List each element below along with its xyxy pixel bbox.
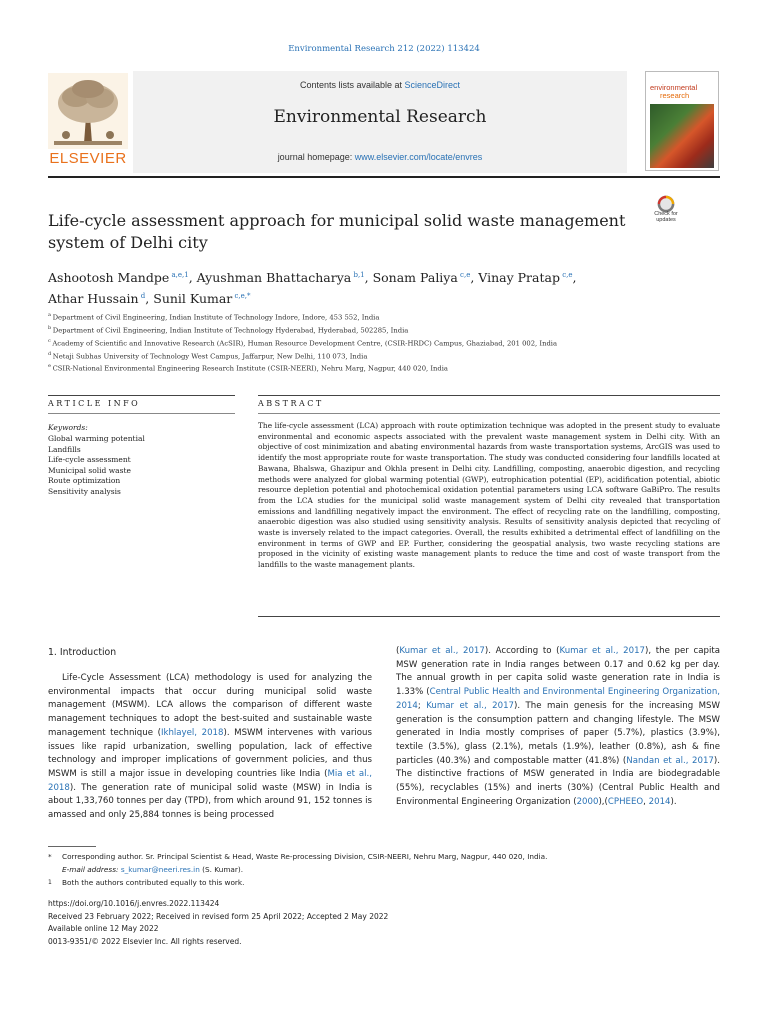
abstract-rule <box>258 395 720 396</box>
homepage-prefix: journal homepage: <box>277 152 355 162</box>
citation-link[interactable]: 2014 <box>648 796 671 807</box>
corresponding-author-note <box>48 851 728 864</box>
cover-title-line-1: environmental <box>650 83 698 92</box>
author-affiliation-mark[interactable]: c,e,* <box>232 292 251 301</box>
keyword-item: Municipal solid waste <box>48 465 131 475</box>
author-name[interactable]: Vinay Pratap <box>478 270 560 286</box>
body-text: , <box>643 796 649 807</box>
body-text: ). The main genesis for the increasing MSW generation is the consumption pattern and changing lifestyle. The MSW generated in India mostly comprises of paper (5.7%), plastics (3.9%), textile (3.5%), glass (2.1%), metals (1.9%), leather (0.8%), ash & fine particles (40.3%) and compostable matter (41.8%) ( <box>396 700 720 766</box>
author-affiliation-mark[interactable]: b,1 <box>351 271 365 279</box>
journal-title: Environmental Research <box>273 107 487 127</box>
journal-citation[interactable]: Environmental Research 212 (2022) 113424 <box>288 44 480 54</box>
introduction-right-column <box>396 645 720 809</box>
homepage-link[interactable]: www.elsevier.com/locate/envres <box>354 152 483 162</box>
doi-link[interactable]: https://doi.org/10.1016/j.envres.2022.113424 <box>48 899 220 908</box>
affiliation-text: Netaji Subhas University of Technology West Campus, Jaffarpur, New Delhi, 110 073, India <box>52 351 368 360</box>
equal-mark: 1 <box>48 879 52 886</box>
header-divider <box>48 176 720 178</box>
author-name[interactable]: Ashootosh Mandpe <box>48 270 170 286</box>
author-affiliation-mark[interactable]: c,e <box>559 271 573 279</box>
introduction-heading: 1. Introduction <box>48 647 117 658</box>
affiliation-item <box>48 361 728 374</box>
keyword-item: Route optimization <box>48 476 121 486</box>
cover-artwork <box>650 104 714 168</box>
keyword-item: Global warming potential <box>48 434 145 443</box>
keywords-list <box>48 434 235 498</box>
article-title: Life-cycle assessment approach for municipal solid waste management system of Delhi city <box>48 211 626 252</box>
abstract-text: The life-cycle assessment (LCA) approach with route optimization technique was adopted in the present study to evaluate environmental and economic aspects associated with the prevalent waste management system in Delhi city. With an objective of cost minimization and abating environmental hazards from waste transportation systems, ArcGIS was used to identify the most appropriate route for waste transportation. The study was conducted considering four landfills located at Bawana, Bhalswa, Ghazipur and Okhla present in Delhi city. Landfilling, composting, anaerobic digestion, and recycling methods were analyzed for global warming potential (GWP), eutrophication potential (EP), acidification potential, abiotic resource depletion potential and photochemical oxidation potential parameters using LCA software GaBiPro. The results from the LCA studies for the municipal solid waste management system of Delhi city revealed that transportation emissions and landfilling negatively impact the environment. The effect of recycling rate on the landfilling, composting, anaerobic digestion was also studied using sensitivity analysis. Results of sensitivity analysis depicted that recycling of waste is inversely related to the impact categories. Overall, the results exhibited a detrimental effect of landfilling on the environment in terms of GWP and EP. Further, considering the geospatial analysis, two waste recycling stations are proposed in the vicinity of existing waste management plants to reduce the time and cost of waste transport from the landfills to the waste management plants. <box>258 421 720 570</box>
citation-link[interactable]: Ikhlayel, 2018 <box>160 727 224 738</box>
copyright: 0013-9351/© 2022 Elsevier Inc. All rights reserved. <box>48 937 242 946</box>
author-name[interactable]: Athar Hussain <box>48 291 139 307</box>
affiliation-mark: b <box>48 324 53 331</box>
citation-link[interactable]: Kumar et al., 2017 <box>399 646 485 656</box>
author-separator: , <box>572 270 577 286</box>
journal-homepage <box>133 152 627 162</box>
email-suffix: (S. Kumar). <box>202 865 244 874</box>
journal-cover-image[interactable] <box>645 71 719 171</box>
affiliation-mark: c <box>48 337 53 344</box>
author-separator: , <box>364 270 373 286</box>
body-text: ), the per capita MSW generation rate in India ranges between 0.17 and 0.62 kg per day. The annual growth in per capita solid waste generation rate in India is 1.33% ( <box>396 646 720 698</box>
article-info-rule <box>48 395 235 396</box>
citation-link[interactable]: Kumar et al., 2017 <box>559 646 646 656</box>
affiliation-text: CSIR-National Environmental Engineering Research Institute (CSIR-NEERI), Nehru Marg, Nagpur, 440 020, India <box>52 364 448 373</box>
author-separator: , <box>470 270 479 286</box>
body-text: ). MSWM intervenes with various issues like rapid urbanization, swelling population, lack of effective technology and improper implications of government policies, and thus MSWM is still a major issue in developing countries like India ( <box>48 727 372 779</box>
affiliation-item <box>48 323 728 336</box>
body-text: ). The generation rate of municipal solid waste (MSW) in India is about 1,33,760 tonnes per day (TPD), from which around 91, 152 tonnes is amassed and only 25,884 tonnes is being processed <box>48 782 372 821</box>
email-label: E-mail address: <box>62 865 119 874</box>
citation-link[interactable]: Nandan et al., 2017 <box>626 755 714 766</box>
body-text: ). According to ( <box>484 646 560 656</box>
author-name[interactable]: Sonam Paliya <box>372 270 458 286</box>
keyword-item: Sensitivity analysis <box>48 486 121 496</box>
introduction-left-column <box>48 672 372 823</box>
body-text: ). The distinctive fractions of MSW generated in India are biodegradable (55%), recyclables (15%) and inerts (30%) (Central Public Health and Environmental Engineering Organization ( <box>396 755 720 807</box>
author-affiliation-mark[interactable]: a,e,1 <box>169 271 189 279</box>
affiliation-text: Department of Civil Engineering, Indian Institute of Technology Indore, Indore, 453 552, India <box>52 313 380 322</box>
sciencedirect-link[interactable]: ScienceDirect <box>404 80 461 90</box>
corresponding-mark: * <box>48 852 52 861</box>
abstract-bottom-rule <box>258 616 720 617</box>
citation-link[interactable]: Central Public Health and Environmental Engineering Organization, 2014 <box>396 687 720 711</box>
article-info-subrule <box>48 413 235 414</box>
elsevier-wordmark: ELSEVIER <box>49 150 127 167</box>
affiliation-text: Department of Civil Engineering, Indian Institute of Technology Hyderabad, Hyderabad, 502285, India <box>52 326 409 335</box>
affiliation-list <box>48 310 728 374</box>
keyword-item: Life-cycle assessment <box>48 455 131 465</box>
available-online: Available online 12 May 2022 <box>48 924 159 933</box>
author-list <box>48 266 648 308</box>
citation-link[interactable]: CPHEEO <box>607 796 644 807</box>
citation-link[interactable]: 2000 <box>576 796 599 807</box>
equal-text: Both the authors contributed equally to this work. <box>62 878 245 887</box>
footnote-rule <box>48 846 96 847</box>
body-text: ),( <box>598 796 608 807</box>
keywords-label: Keywords: <box>48 423 88 432</box>
keyword-item: Landfills <box>48 444 81 454</box>
email-note <box>62 864 728 877</box>
body-text: ). <box>670 796 677 807</box>
contents-prefix: Contents lists available at <box>299 80 405 90</box>
body-text: ; <box>417 700 427 711</box>
email-link[interactable]: s_kumar@neeri.res.in <box>120 865 200 874</box>
author-affiliation-mark[interactable]: c,e <box>457 271 471 279</box>
author-separator: , <box>145 291 154 307</box>
check-for-updates-label[interactable]: Check for updates <box>654 211 678 223</box>
article-info-heading: ARTICLE INFO <box>48 399 141 408</box>
affiliation-text: Academy of Scientific and Innovative Research (AcSIR), Human Resource Development Centre, (CSIR-HRDC) Campus, Ghaziabad, 201 002, India <box>52 338 558 347</box>
abstract-subrule <box>258 413 720 414</box>
affiliation-item <box>48 336 728 349</box>
author-name[interactable]: Ayushman Bhattacharya <box>196 270 352 286</box>
affiliation-mark: a <box>48 312 53 318</box>
author-affiliation-mark[interactable]: d <box>138 292 146 301</box>
author-name[interactable]: Sunil Kumar <box>153 291 233 307</box>
affiliation-mark: d <box>48 350 53 357</box>
corresponding-text: Corresponding author. Sr. Principal Scientist & Head, Waste Re-processing Division, CSIR-NEERI, Nehru Marg, Nagpur, 440 020, India. <box>62 852 548 861</box>
body-text: Life-Cycle Assessment (LCA) methodology is used for analyzing the environmental impacts that occur during municipal solid waste management (MSWM). LCA allows the comparison of different waste management techniques to adopt the best-suited and sustainable waste management technique ( <box>48 673 372 738</box>
equal-contribution-note <box>48 877 728 890</box>
cover-title-line-2: research <box>660 91 690 100</box>
author-separator: , <box>188 270 197 286</box>
affiliation-item <box>48 349 728 362</box>
received-dates: Received 23 February 2022; Received in revised form 25 April 2022; Accepted 2 May 2022 <box>48 912 389 921</box>
contents-available <box>133 80 627 90</box>
citation-link[interactable]: Kumar et al., 2017 <box>426 700 515 711</box>
affiliation-item <box>48 310 728 323</box>
body-text: ( <box>396 646 400 656</box>
citation-link[interactable]: Mia et al., 2018 <box>48 768 373 793</box>
abstract-heading: ABSTRACT <box>258 399 324 408</box>
affiliation-mark: e <box>48 363 53 370</box>
